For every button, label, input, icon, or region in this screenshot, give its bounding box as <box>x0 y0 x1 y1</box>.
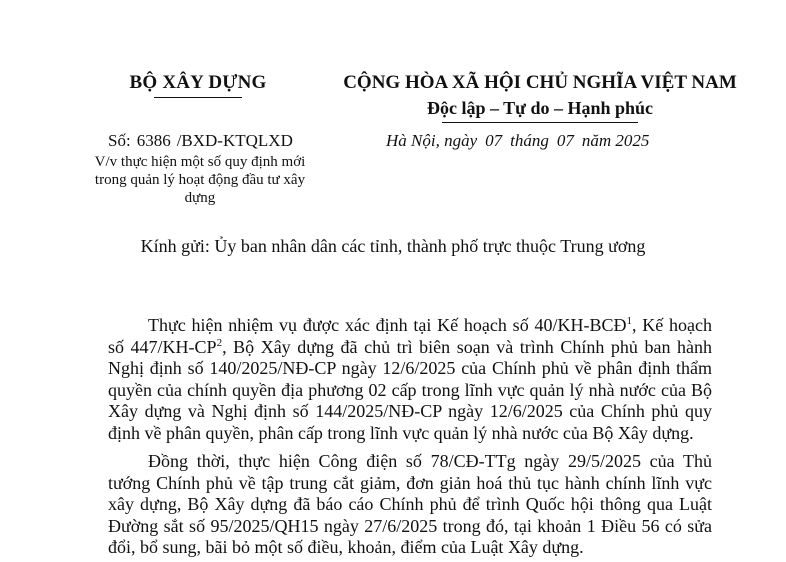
motto-underline <box>442 122 638 123</box>
date-place: Hà Nội, ngày <box>386 131 478 150</box>
recipient-line: Kính gửi: Ủy ban nhân dân các tỉnh, thành phố trực thuộc Trung ương <box>140 236 646 256</box>
national-motto: Độc lập – Tự do – Hạnh phúc <box>426 98 654 118</box>
ministry-underline <box>154 97 242 98</box>
national-title-block <box>330 72 750 123</box>
date-month-label: tháng <box>510 131 549 150</box>
document-subject: V/v thực hiện một số quy định mới trong quản lý hoạt động đầu tư xây dựng <box>94 154 306 206</box>
document-number-suffix: /BXD-KTQLXD <box>176 131 293 150</box>
date-day: 07 <box>485 131 503 150</box>
issuer-block <box>78 72 318 98</box>
document-date <box>386 131 649 151</box>
paragraph-text: , Kế hoạch số 447/KH-CP <box>108 315 713 357</box>
document-number-prefix: Số: <box>108 131 131 150</box>
nation-name: CỘNG HÒA XÃ HỘI CHỦ NGHĨA VIỆT NAM <box>343 72 737 93</box>
body-paragraph <box>108 315 712 444</box>
document-number <box>108 131 293 151</box>
ministry-name: BỘ XÂY DỰNG <box>129 72 267 93</box>
footnote-ref-2[interactable]: 2 <box>216 336 223 349</box>
footnote-ref-1[interactable]: 1 <box>626 315 632 327</box>
document-number-value: 6386 <box>136 131 171 150</box>
paragraph-text: , Bộ Xây dựng đã chủ trì biên soạn và trình Chính phủ ban hành Nghị định số 140/2025/NĐ-CP ngày 12/6/2025 của Chính phủ về phân định thẩm quyền của chính quyền địa phương 02 cấp trong lĩnh vực quản lý nhà nước của Bộ Xây dựng và Nghị định số 144/2025/NĐ-CP ngày 12/6/2025 của Chính phủ quy định về phân quyền, phân cấp trong lĩnh vực quản lý nhà nước của Bộ Xây dựng. <box>108 336 713 443</box>
body-paragraph: Đồng thời, thực hiện Công điện số 78/CĐ-TTg ngày 29/5/2025 của Thủ tướng Chính phủ về tập trung cắt giảm, đơn giản hoá thủ tục hành chính lĩnh vực xây dựng, Bộ Xây dựng đã báo cáo Chính phủ để trình Quốc hội thông qua Luật Đường sắt số 95/2025/QH15 ngày 27/6/2025 trong đó, tại khoản 1 Điều 56 có sửa đổi, bổ sung, bãi bỏ một số điều, khoản, điểm của Luật Xây dựng. <box>108 451 712 557</box>
date-year: năm 2025 <box>581 131 650 150</box>
letter-body <box>108 315 712 559</box>
date-month: 07 <box>556 131 574 150</box>
paragraph-text: Thực hiện nhiệm vụ được xác định tại Kế hoạch số 40/KH-BCĐ <box>148 315 627 335</box>
